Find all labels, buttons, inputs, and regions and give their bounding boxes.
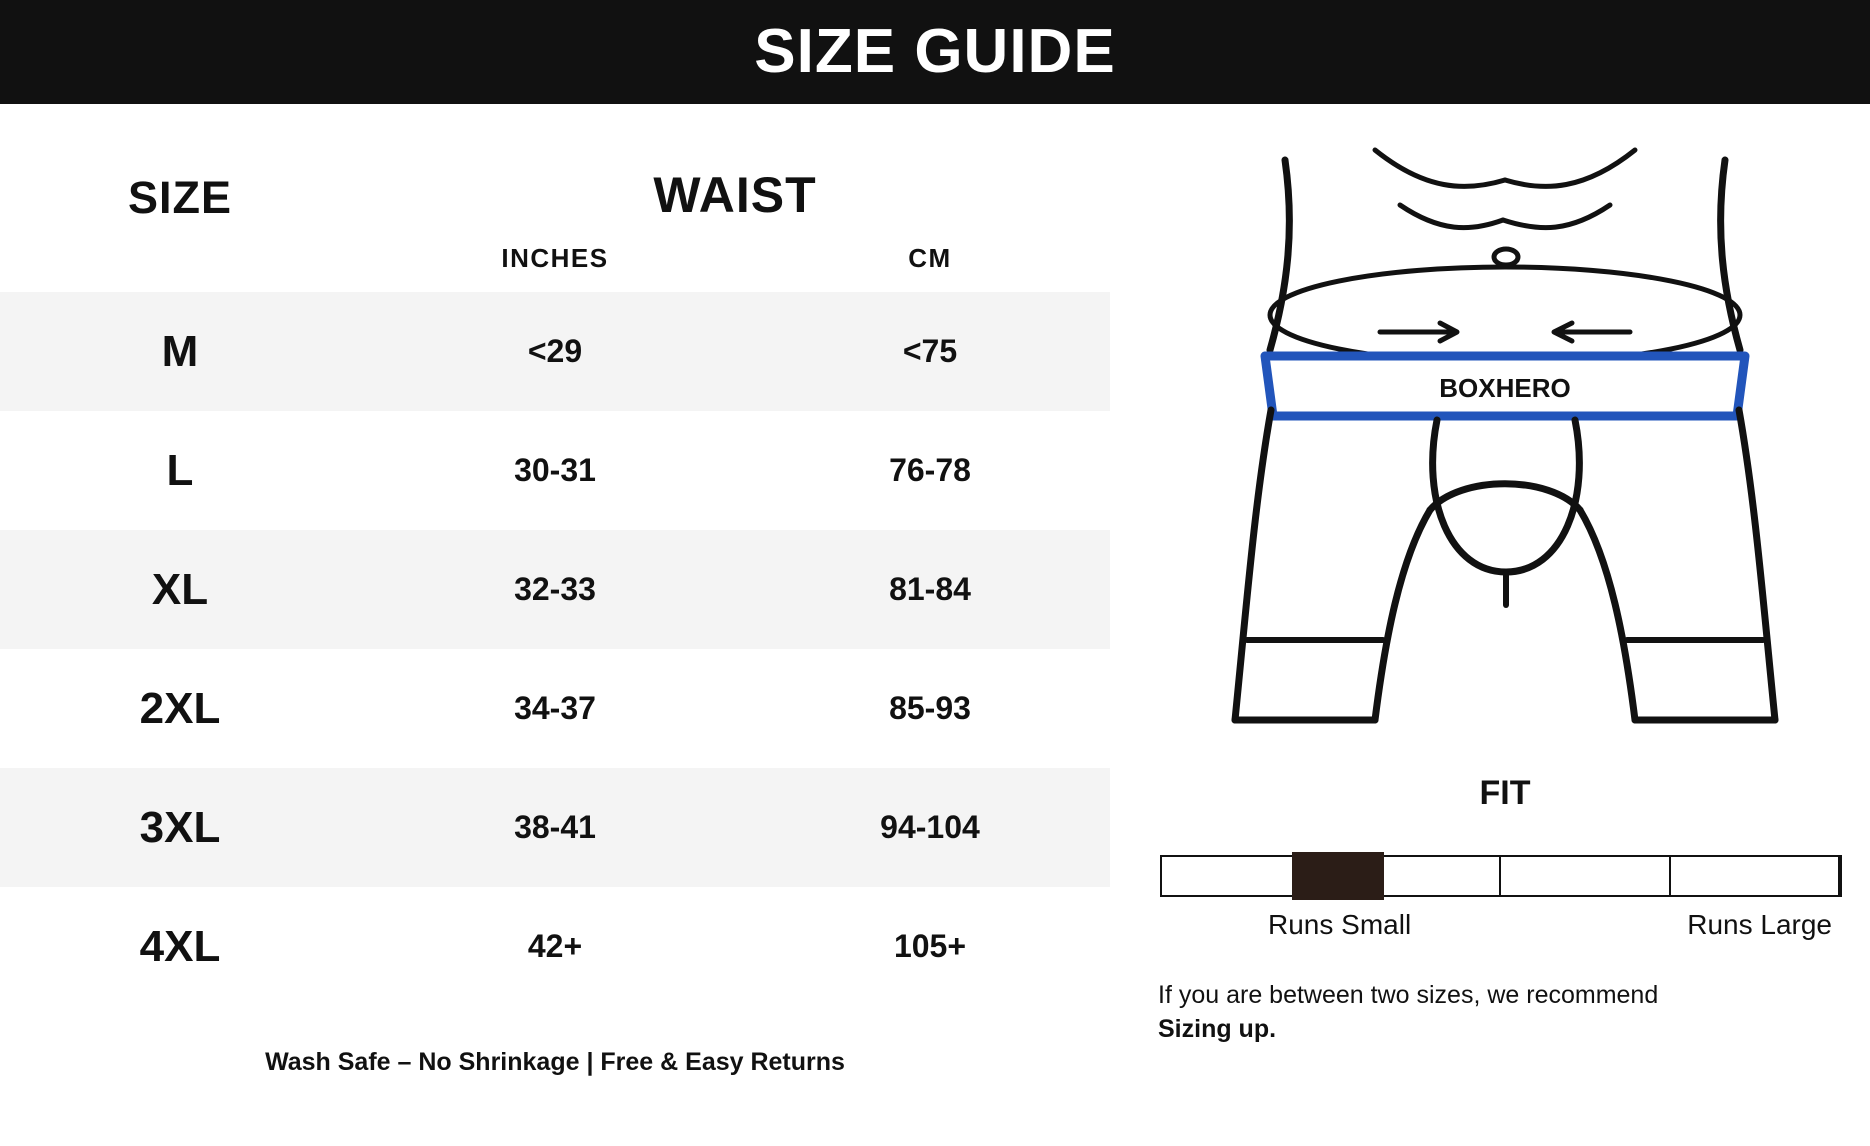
cell-size: L	[166, 445, 194, 495]
cell-size: 3XL	[139, 802, 221, 852]
care-footnote: Wash Safe – No Shrinkage | Free & Easy Returns	[265, 1048, 845, 1076]
cell-cm: <75	[902, 333, 958, 369]
table-main-headers	[0, 104, 1140, 224]
cell-size: 4XL	[139, 921, 221, 971]
waistband-brand-label: BOXHERO	[1439, 373, 1571, 403]
cell-size: M	[161, 326, 199, 376]
column-header-waist: WAIST	[653, 167, 817, 223]
boxer-illustration	[1140, 104, 1870, 770]
fit-scale-segment	[1671, 857, 1841, 895]
fit-scale-marker	[1292, 852, 1384, 900]
fit-pane	[1140, 104, 1870, 1146]
cell-cm: 85-93	[889, 690, 971, 726]
table-row	[0, 768, 1110, 887]
table-row	[0, 649, 1110, 768]
cell-cm: 81-84	[889, 571, 971, 607]
cell-inches: <29	[527, 333, 583, 369]
cell-cm: 76-78	[889, 452, 971, 488]
recommendation-line-1: If you are between two sizes, we recommend	[1158, 981, 1659, 1009]
table-row	[0, 292, 1110, 411]
header-bar	[0, 0, 1870, 104]
page-title: SIZE GUIDE	[754, 17, 1116, 86]
cell-inches: 32-33	[514, 571, 596, 607]
size-table-pane	[0, 104, 1140, 1146]
cell-inches: 42+	[527, 928, 583, 964]
cell-inches: 38-41	[514, 809, 596, 845]
column-header-size: SIZE	[127, 172, 233, 223]
cell-inches: 34-37	[514, 690, 596, 726]
cell-size: XL	[151, 564, 209, 614]
fit-scale-track[interactable]	[1160, 855, 1842, 897]
fit-scale-labels	[1160, 909, 1842, 941]
table-row	[0, 887, 1110, 1006]
cell-cm: 94-104	[880, 809, 980, 845]
table-sub-headers	[0, 224, 1140, 292]
size-table	[0, 292, 1110, 1006]
fit-scale-left-label: Runs Small	[1268, 909, 1412, 940]
fit-scale-segment	[1501, 857, 1671, 895]
column-header-inches: INCHES	[501, 242, 609, 273]
fit-scale	[1140, 855, 1870, 941]
column-header-cm: CM	[908, 242, 952, 273]
fit-scale-right-label: Runs Large	[1687, 909, 1832, 940]
cell-inches: 30-31	[514, 452, 596, 488]
fit-label: FIT	[1479, 774, 1531, 812]
main-content	[0, 104, 1870, 1146]
table-row	[0, 411, 1110, 530]
cell-size: 2XL	[139, 683, 221, 733]
boxer-figure-icon	[1225, 120, 1785, 770]
recommendation-line-2: Sizing up.	[1158, 1014, 1277, 1043]
table-row	[0, 530, 1110, 649]
cell-cm: 105+	[893, 928, 967, 964]
sizing-recommendation	[1158, 979, 1838, 1047]
